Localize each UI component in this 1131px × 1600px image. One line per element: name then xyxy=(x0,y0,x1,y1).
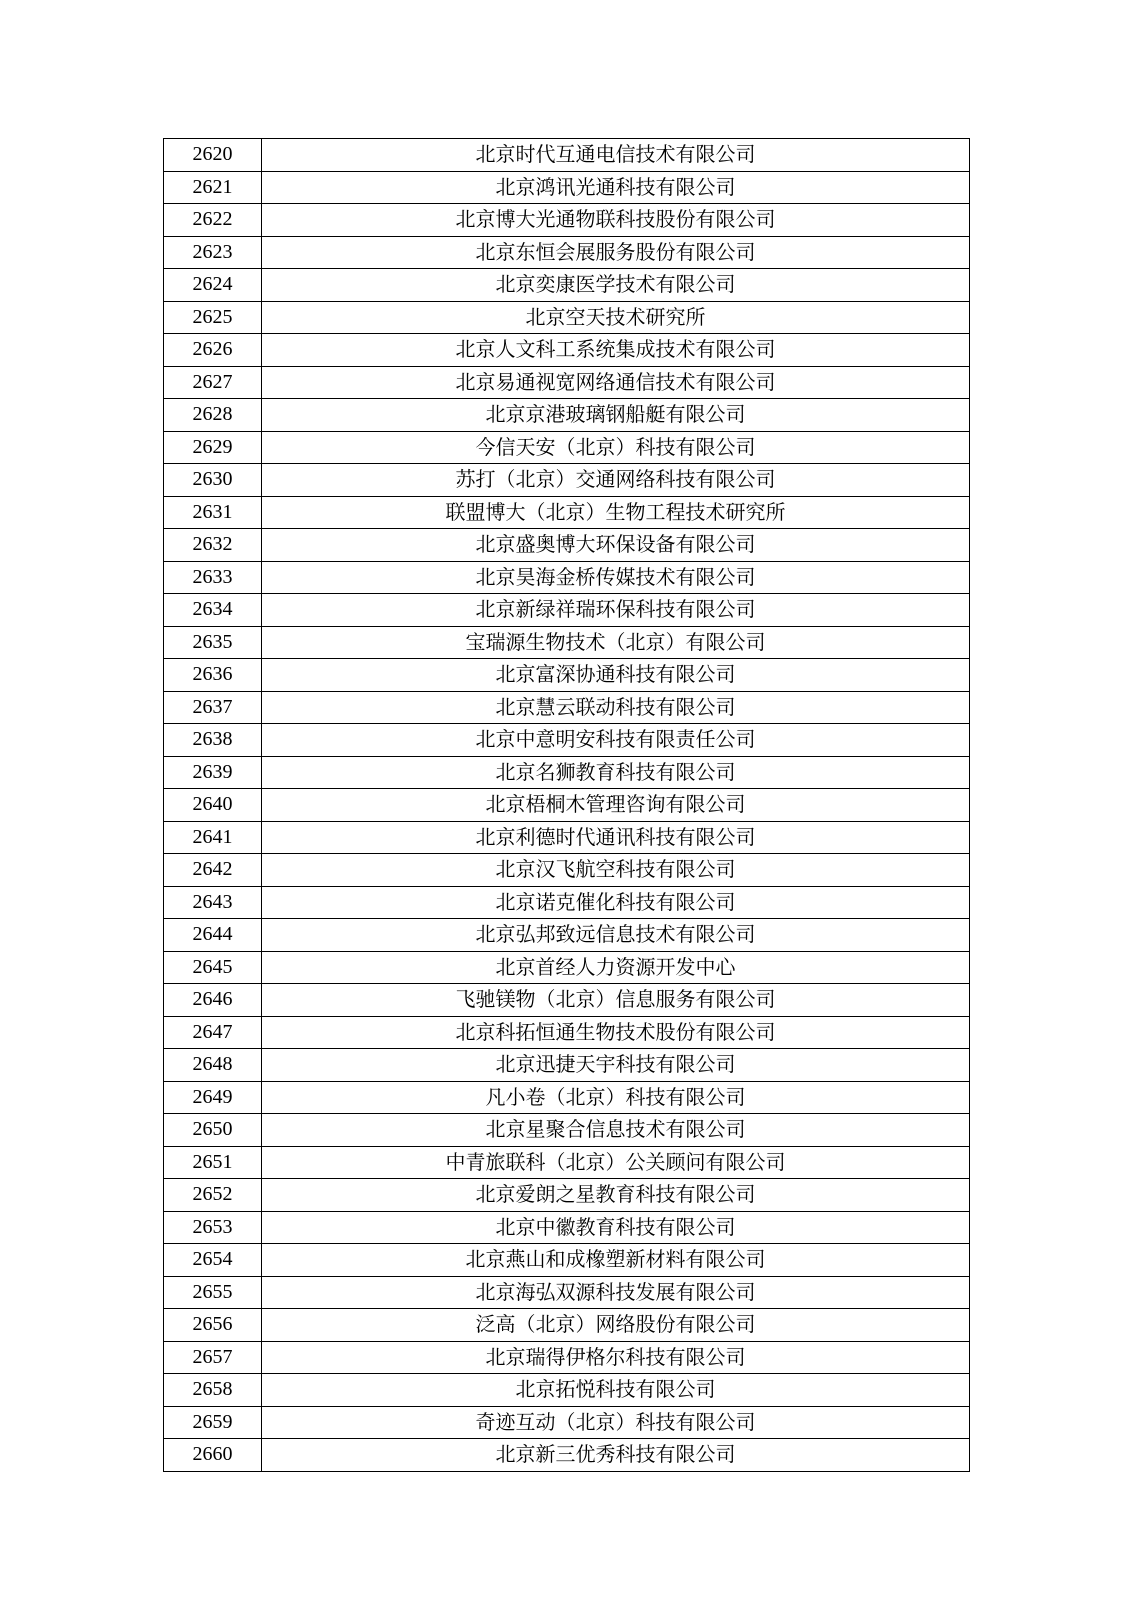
company-name: 北京人文科工系统集成技术有限公司 xyxy=(262,334,970,367)
table-row xyxy=(164,464,970,497)
table-row xyxy=(164,724,970,757)
row-number: 2622 xyxy=(164,204,262,237)
company-name: 北京空天技术研究所 xyxy=(262,301,970,334)
company-name: 北京梧桐木管理咨询有限公司 xyxy=(262,789,970,822)
table-row xyxy=(164,301,970,334)
company-name: 北京燕山和成橡塑新材料有限公司 xyxy=(262,1244,970,1277)
row-number: 2656 xyxy=(164,1309,262,1342)
table-row xyxy=(164,1146,970,1179)
table-row xyxy=(164,431,970,464)
table-row xyxy=(164,334,970,367)
row-number: 2641 xyxy=(164,821,262,854)
company-name: 北京迅捷天宇科技有限公司 xyxy=(262,1049,970,1082)
row-number: 2645 xyxy=(164,951,262,984)
company-name: 北京盛奥博大环保设备有限公司 xyxy=(262,529,970,562)
company-name: 北京时代互通电信技术有限公司 xyxy=(262,139,970,172)
table-row xyxy=(164,269,970,302)
table-row xyxy=(164,1179,970,1212)
company-name: 北京新绿祥瑞环保科技有限公司 xyxy=(262,594,970,627)
table-row xyxy=(164,366,970,399)
company-name: 飞驰镁物（北京）信息服务有限公司 xyxy=(262,984,970,1017)
row-number: 2629 xyxy=(164,431,262,464)
table-row xyxy=(164,171,970,204)
row-number: 2659 xyxy=(164,1406,262,1439)
row-number: 2634 xyxy=(164,594,262,627)
table-row xyxy=(164,1081,970,1114)
table-row xyxy=(164,236,970,269)
row-number: 2648 xyxy=(164,1049,262,1082)
company-name: 北京拓悦科技有限公司 xyxy=(262,1374,970,1407)
row-number: 2631 xyxy=(164,496,262,529)
company-name: 今信天安（北京）科技有限公司 xyxy=(262,431,970,464)
table-row xyxy=(164,1016,970,1049)
row-number: 2623 xyxy=(164,236,262,269)
company-name: 北京慧云联动科技有限公司 xyxy=(262,691,970,724)
table-row xyxy=(164,1049,970,1082)
row-number: 2646 xyxy=(164,984,262,1017)
table-row xyxy=(164,886,970,919)
row-number: 2624 xyxy=(164,269,262,302)
table-row xyxy=(164,854,970,887)
row-number: 2642 xyxy=(164,854,262,887)
company-list-body xyxy=(164,139,970,1472)
row-number: 2625 xyxy=(164,301,262,334)
company-name: 泛高（北京）网络股份有限公司 xyxy=(262,1309,970,1342)
company-name: 北京奕康医学技术有限公司 xyxy=(262,269,970,302)
row-number: 2658 xyxy=(164,1374,262,1407)
row-number: 2621 xyxy=(164,171,262,204)
table-row xyxy=(164,399,970,432)
company-name: 北京首经人力资源开发中心 xyxy=(262,951,970,984)
row-number: 2635 xyxy=(164,626,262,659)
company-name: 北京爱朗之星教育科技有限公司 xyxy=(262,1179,970,1212)
table-row xyxy=(164,756,970,789)
company-name: 北京名狮教育科技有限公司 xyxy=(262,756,970,789)
company-name: 北京星聚合信息技术有限公司 xyxy=(262,1114,970,1147)
company-name: 联盟博大（北京）生物工程技术研究所 xyxy=(262,496,970,529)
company-name: 宝瑞源生物技术（北京）有限公司 xyxy=(262,626,970,659)
company-name: 北京海弘双源科技发展有限公司 xyxy=(262,1276,970,1309)
row-number: 2647 xyxy=(164,1016,262,1049)
row-number: 2655 xyxy=(164,1276,262,1309)
row-number: 2627 xyxy=(164,366,262,399)
row-number: 2636 xyxy=(164,659,262,692)
company-list-table xyxy=(163,138,970,1472)
table-row xyxy=(164,204,970,237)
company-name: 北京诺克催化科技有限公司 xyxy=(262,886,970,919)
row-number: 2652 xyxy=(164,1179,262,1212)
row-number: 2657 xyxy=(164,1341,262,1374)
company-name: 北京瑞得伊格尔科技有限公司 xyxy=(262,1341,970,1374)
company-name: 北京昊海金桥传媒技术有限公司 xyxy=(262,561,970,594)
company-name: 中青旅联科（北京）公关顾问有限公司 xyxy=(262,1146,970,1179)
company-name: 北京新三优秀科技有限公司 xyxy=(262,1439,970,1472)
table-row xyxy=(164,1276,970,1309)
table-row xyxy=(164,1406,970,1439)
company-name: 北京博大光通物联科技股份有限公司 xyxy=(262,204,970,237)
row-number: 2638 xyxy=(164,724,262,757)
table-row xyxy=(164,691,970,724)
row-number: 2632 xyxy=(164,529,262,562)
row-number: 2639 xyxy=(164,756,262,789)
table-row xyxy=(164,919,970,952)
row-number: 2653 xyxy=(164,1211,262,1244)
company-name: 奇迹互动（北京）科技有限公司 xyxy=(262,1406,970,1439)
row-number: 2649 xyxy=(164,1081,262,1114)
table-row xyxy=(164,1439,970,1472)
row-number: 2630 xyxy=(164,464,262,497)
table-row xyxy=(164,1244,970,1277)
table-row xyxy=(164,1309,970,1342)
row-number: 2620 xyxy=(164,139,262,172)
company-name: 北京富深协通科技有限公司 xyxy=(262,659,970,692)
company-name: 北京弘邦致远信息技术有限公司 xyxy=(262,919,970,952)
table-row xyxy=(164,1341,970,1374)
table-row xyxy=(164,139,970,172)
table-row xyxy=(164,561,970,594)
company-name: 北京易通视宽网络通信技术有限公司 xyxy=(262,366,970,399)
table-row xyxy=(164,626,970,659)
company-name: 北京东恒会展服务股份有限公司 xyxy=(262,236,970,269)
row-number: 2626 xyxy=(164,334,262,367)
table-row xyxy=(164,821,970,854)
row-number: 2654 xyxy=(164,1244,262,1277)
table-row xyxy=(164,984,970,1017)
row-number: 2651 xyxy=(164,1146,262,1179)
company-name: 北京汉飞航空科技有限公司 xyxy=(262,854,970,887)
table-row xyxy=(164,1374,970,1407)
table-row xyxy=(164,1211,970,1244)
company-name: 北京利德时代通讯科技有限公司 xyxy=(262,821,970,854)
company-name: 北京科拓恒通生物技术股份有限公司 xyxy=(262,1016,970,1049)
row-number: 2660 xyxy=(164,1439,262,1472)
row-number: 2650 xyxy=(164,1114,262,1147)
company-name: 北京鸿讯光通科技有限公司 xyxy=(262,171,970,204)
company-name: 苏打（北京）交通网络科技有限公司 xyxy=(262,464,970,497)
row-number: 2633 xyxy=(164,561,262,594)
table-row xyxy=(164,951,970,984)
table-row xyxy=(164,594,970,627)
row-number: 2643 xyxy=(164,886,262,919)
table-row xyxy=(164,496,970,529)
table-row xyxy=(164,1114,970,1147)
company-name: 凡小卷（北京）科技有限公司 xyxy=(262,1081,970,1114)
row-number: 2644 xyxy=(164,919,262,952)
table-row xyxy=(164,659,970,692)
table-row xyxy=(164,789,970,822)
company-name: 北京京港玻璃钢船艇有限公司 xyxy=(262,399,970,432)
company-name: 北京中意明安科技有限责任公司 xyxy=(262,724,970,757)
table-row xyxy=(164,529,970,562)
row-number: 2628 xyxy=(164,399,262,432)
row-number: 2640 xyxy=(164,789,262,822)
row-number: 2637 xyxy=(164,691,262,724)
company-name: 北京中徽教育科技有限公司 xyxy=(262,1211,970,1244)
